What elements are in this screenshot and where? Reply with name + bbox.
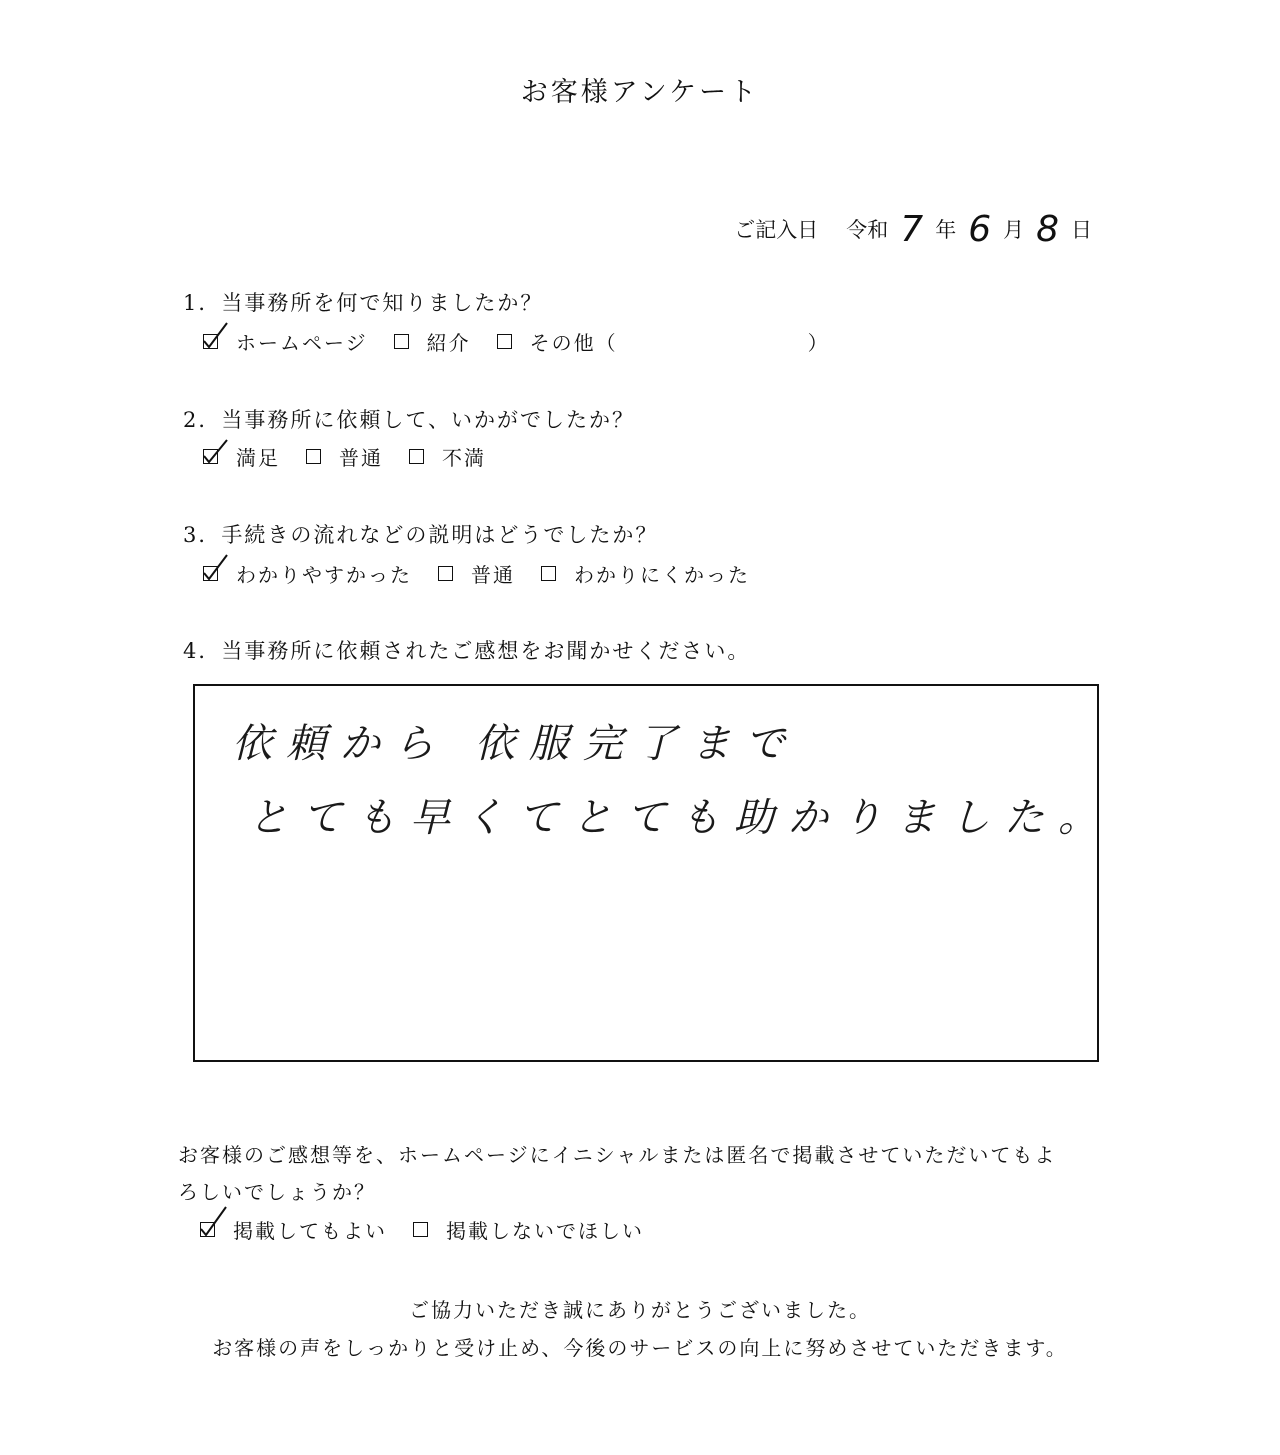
thanks-line-1: ご協力いただき誠にありがとうございました。 <box>409 1298 871 1322</box>
question-1-options <box>203 327 856 356</box>
question-2-options <box>203 442 512 471</box>
date-year-value[interactable]: 7 <box>900 209 924 250</box>
option-other[interactable] <box>497 327 830 356</box>
option-normal[interactable] <box>306 442 383 471</box>
option-label: 掲載してもよい <box>233 1219 387 1243</box>
checkbox-hard[interactable] <box>541 566 556 581</box>
checkbox-dissatisfied[interactable] <box>409 449 424 464</box>
date-month-unit: 月 <box>1003 218 1025 242</box>
checkbox-other[interactable] <box>497 334 512 349</box>
page-title: お客様アンケート <box>520 77 760 108</box>
option-label: 紹介 <box>426 331 471 355</box>
question-4: 4．当事務所に依頼されたご感想をお聞かせください。 <box>183 639 751 663</box>
question-2: 2．当事務所に依頼して、いかがでしたか？ <box>183 408 635 432</box>
option-label: その他（ <box>529 331 618 355</box>
option-satisfied[interactable] <box>203 442 280 471</box>
checkbox-satisfied[interactable] <box>203 449 218 464</box>
option-label: わかりにくかった <box>574 563 750 587</box>
checkbox-normal[interactable] <box>306 449 321 464</box>
option-label: 普通 <box>339 446 383 470</box>
question-3: 3．手続きの流れなどの説明はどうでしたか？ <box>183 523 659 547</box>
option-label: 普通 <box>471 563 515 587</box>
consent-question-line-1: お客様のご感想等を、ホームページにイニシャルまたは匿名で掲載させていただいてもよ <box>178 1143 1057 1167</box>
option-dissatisfied[interactable] <box>409 442 486 471</box>
option-referral[interactable] <box>394 327 471 356</box>
consent-options <box>200 1215 670 1244</box>
option-label: 掲載しないでほしい <box>446 1219 644 1243</box>
question-3-options <box>203 559 776 588</box>
option-label: 満足 <box>236 446 280 470</box>
option-easy[interactable] <box>203 559 412 588</box>
option-deny-publish[interactable] <box>413 1215 644 1244</box>
date-month-value[interactable]: 6 <box>968 209 992 250</box>
checkbox-referral[interactable] <box>394 334 409 349</box>
checkmark-icon <box>198 1209 224 1235</box>
handwritten-answer-line-1: 依頼から 依服完了まで <box>232 721 799 767</box>
checkbox-homepage[interactable] <box>203 334 218 349</box>
checkbox-allow-publish[interactable] <box>200 1222 215 1237</box>
date-day-value[interactable]: 8 <box>1036 209 1059 250</box>
date-day-unit: 日 <box>1071 218 1092 242</box>
handwritten-answer-line-2: とても早くてとても助かりました。 <box>248 795 1112 841</box>
checkmark-icon <box>201 436 227 462</box>
checkbox-deny-publish[interactable] <box>413 1222 428 1237</box>
checkmark-icon <box>201 553 227 579</box>
date-era: 令和 <box>846 218 889 242</box>
checkbox-average[interactable] <box>438 566 453 581</box>
question-1: 1．当事務所を何で知りましたか？ <box>183 291 544 315</box>
option-allow-publish[interactable] <box>200 1215 387 1244</box>
date-label: ご記入日 <box>734 218 819 242</box>
date-year-unit: 年 <box>935 218 957 242</box>
option-label: ホームページ <box>236 331 368 355</box>
thanks-line-2: お客様の声をしっかりと受け止め、今後のサービスの向上に努めさせていただきます。 <box>212 1336 1068 1360</box>
consent-question-line-2: ろしいでしょうか？ <box>178 1180 376 1204</box>
option-average[interactable] <box>438 559 515 588</box>
option-label: 不満 <box>442 446 486 470</box>
option-hard[interactable] <box>541 559 750 588</box>
option-homepage[interactable] <box>203 327 368 356</box>
option-label: わかりやすかった <box>236 563 412 587</box>
checkbox-easy[interactable] <box>203 566 218 581</box>
checkmark-icon <box>201 321 227 347</box>
entry-date <box>734 208 1092 250</box>
other-close-paren: ） <box>807 331 830 355</box>
